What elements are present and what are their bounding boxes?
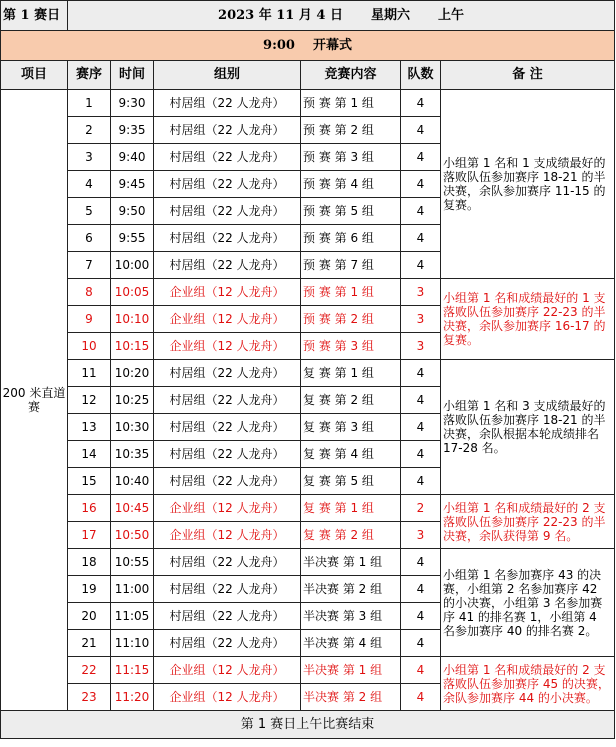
teams-cell: 4 bbox=[401, 468, 441, 495]
teams-cell: 4 bbox=[401, 387, 441, 414]
time-cell: 10:10 bbox=[111, 306, 154, 333]
header-content: 竞赛内容 bbox=[301, 61, 401, 90]
teams-cell: 4 bbox=[401, 360, 441, 387]
group-cell: 村居组（22 人龙舟） bbox=[154, 414, 301, 441]
footer-row bbox=[1, 711, 615, 739]
content-cell: 复 赛 第 1 组 bbox=[301, 495, 401, 522]
seq-cell: 11 bbox=[68, 360, 111, 387]
content-cell: 预 赛 第 1 组 bbox=[301, 279, 401, 306]
group-cell: 村居组（22 人龙舟） bbox=[154, 90, 301, 117]
teams-cell: 4 bbox=[401, 144, 441, 171]
content-cell: 复 赛 第 1 组 bbox=[301, 360, 401, 387]
table-row bbox=[1, 549, 615, 576]
teams-cell: 4 bbox=[401, 90, 441, 117]
group-cell: 村居组（22 人龙舟） bbox=[154, 576, 301, 603]
header-group: 组别 bbox=[154, 61, 301, 90]
content-cell: 复 赛 第 5 组 bbox=[301, 468, 401, 495]
teams-cell: 4 bbox=[401, 630, 441, 657]
time-cell: 9:55 bbox=[111, 225, 154, 252]
note-cell: 小组第 1 名和 3 支成绩最好的落败队伍参加赛序 18-21 的半决赛，余队根据本轮成绩排名 17-28 名。 bbox=[441, 360, 615, 495]
teams-cell: 2 bbox=[401, 495, 441, 522]
group-cell: 企业组（12 人龙舟） bbox=[154, 522, 301, 549]
note-cell: 小组第 1 名参加赛序 43 的决赛，小组第 2 名参加赛序 42 的小决赛，小组第 3 名参加赛序 41 的排名赛 1，小组第 4 名参加赛序 40 的排名赛 2。 bbox=[441, 549, 615, 657]
table-row bbox=[1, 657, 615, 684]
time-cell: 10:05 bbox=[111, 279, 154, 306]
group-cell: 企业组（12 人龙舟） bbox=[154, 306, 301, 333]
group-cell: 村居组（22 人龙舟） bbox=[154, 603, 301, 630]
title-info bbox=[68, 1, 615, 31]
content-cell: 半决赛 第 3 组 bbox=[301, 603, 401, 630]
header-teams: 队数 bbox=[401, 61, 441, 90]
header-event: 项目 bbox=[1, 61, 68, 90]
time-cell: 11:10 bbox=[111, 630, 154, 657]
content-cell: 预 赛 第 3 组 bbox=[301, 144, 401, 171]
time-cell: 10:15 bbox=[111, 333, 154, 360]
weekday-text: 星期六 bbox=[370, 7, 410, 23]
seq-cell: 10 bbox=[68, 333, 111, 360]
time-cell: 11:15 bbox=[111, 657, 154, 684]
seq-cell: 22 bbox=[68, 657, 111, 684]
content-cell: 预 赛 第 5 组 bbox=[301, 198, 401, 225]
time-cell: 10:25 bbox=[111, 387, 154, 414]
teams-cell: 4 bbox=[401, 252, 441, 279]
time-cell: 10:35 bbox=[111, 441, 154, 468]
table-row bbox=[1, 279, 615, 306]
group-cell: 村居组（22 人龙舟） bbox=[154, 117, 301, 144]
content-cell: 预 赛 第 3 组 bbox=[301, 333, 401, 360]
seq-cell: 13 bbox=[68, 414, 111, 441]
note-cell: 小组第 1 名和成绩最好的 1 支落败队伍参加赛序 22-23 的半决赛，余队参加赛序 16-17 的复赛。 bbox=[441, 279, 615, 360]
content-cell: 预 赛 第 2 组 bbox=[301, 117, 401, 144]
content-cell: 预 赛 第 2 组 bbox=[301, 306, 401, 333]
time-cell: 10:45 bbox=[111, 495, 154, 522]
time-cell: 9:35 bbox=[111, 117, 154, 144]
teams-cell: 4 bbox=[401, 414, 441, 441]
content-cell: 复 赛 第 3 组 bbox=[301, 414, 401, 441]
seq-cell: 4 bbox=[68, 171, 111, 198]
seq-cell: 2 bbox=[68, 117, 111, 144]
header-row bbox=[1, 61, 615, 90]
seq-cell: 7 bbox=[68, 252, 111, 279]
footer-text: 第 1 赛日上午比赛结束 bbox=[1, 711, 615, 739]
teams-cell: 4 bbox=[401, 576, 441, 603]
content-cell: 预 赛 第 1 组 bbox=[301, 90, 401, 117]
content-cell: 预 赛 第 7 组 bbox=[301, 252, 401, 279]
teams-cell: 3 bbox=[401, 522, 441, 549]
title-row bbox=[1, 1, 615, 31]
group-cell: 村居组（22 人龙舟） bbox=[154, 171, 301, 198]
group-cell: 企业组（12 人龙舟） bbox=[154, 684, 301, 711]
header-note: 备 注 bbox=[441, 61, 615, 90]
time-cell: 10:40 bbox=[111, 468, 154, 495]
header-time: 时间 bbox=[111, 61, 154, 90]
teams-cell: 4 bbox=[401, 549, 441, 576]
seq-cell: 19 bbox=[68, 576, 111, 603]
group-cell: 村居组（22 人龙舟） bbox=[154, 387, 301, 414]
group-cell: 村居组（22 人龙舟） bbox=[154, 630, 301, 657]
group-cell: 村居组（22 人龙舟） bbox=[154, 225, 301, 252]
seq-cell: 8 bbox=[68, 279, 111, 306]
header-seq: 赛序 bbox=[68, 61, 111, 90]
teams-cell: 4 bbox=[401, 603, 441, 630]
table-row bbox=[1, 495, 615, 522]
seq-cell: 23 bbox=[68, 684, 111, 711]
seq-cell: 15 bbox=[68, 468, 111, 495]
seq-cell: 3 bbox=[68, 144, 111, 171]
note-cell: 小组第 1 名和成绩最好的 2 支落败队伍参加赛序 45 的决赛，余队参加赛序 44 的小决赛。 bbox=[441, 657, 615, 711]
date-text: 2023 年 11 月 4 日 bbox=[218, 7, 343, 23]
teams-cell: 4 bbox=[401, 198, 441, 225]
teams-cell: 3 bbox=[401, 279, 441, 306]
time-cell: 10:30 bbox=[111, 414, 154, 441]
content-cell: 复 赛 第 4 组 bbox=[301, 441, 401, 468]
content-cell: 预 赛 第 4 组 bbox=[301, 171, 401, 198]
group-cell: 村居组（22 人龙舟） bbox=[154, 252, 301, 279]
time-cell: 10:00 bbox=[111, 252, 154, 279]
time-cell: 9:45 bbox=[111, 171, 154, 198]
period-text: 上午 bbox=[438, 7, 465, 23]
time-cell: 10:50 bbox=[111, 522, 154, 549]
seq-cell: 9 bbox=[68, 306, 111, 333]
opening-time: 9:00 bbox=[263, 37, 295, 53]
seq-cell: 14 bbox=[68, 441, 111, 468]
teams-cell: 3 bbox=[401, 333, 441, 360]
content-cell: 半决赛 第 1 组 bbox=[301, 657, 401, 684]
group-cell: 企业组（12 人龙舟） bbox=[154, 333, 301, 360]
seq-cell: 16 bbox=[68, 495, 111, 522]
content-cell: 半决赛 第 4 组 bbox=[301, 630, 401, 657]
group-cell: 企业组（12 人龙舟） bbox=[154, 495, 301, 522]
content-cell: 半决赛 第 2 组 bbox=[301, 684, 401, 711]
content-cell: 半决赛 第 1 组 bbox=[301, 549, 401, 576]
time-cell: 10:55 bbox=[111, 549, 154, 576]
time-cell: 10:20 bbox=[111, 360, 154, 387]
teams-cell: 4 bbox=[401, 225, 441, 252]
seq-cell: 1 bbox=[68, 90, 111, 117]
time-cell: 11:05 bbox=[111, 603, 154, 630]
teams-cell: 4 bbox=[401, 441, 441, 468]
note-cell: 小组第 1 名和成绩最好的 2 支落败队伍参加赛序 22-23 的半决赛，余队获得第 9 名。 bbox=[441, 495, 615, 549]
time-cell: 11:00 bbox=[111, 576, 154, 603]
time-cell: 11:20 bbox=[111, 684, 154, 711]
teams-cell: 4 bbox=[401, 684, 441, 711]
teams-cell: 4 bbox=[401, 171, 441, 198]
group-cell: 企业组（12 人龙舟） bbox=[154, 279, 301, 306]
seq-cell: 18 bbox=[68, 549, 111, 576]
table-row bbox=[1, 360, 615, 387]
day-label: 第 1 赛日 bbox=[1, 1, 68, 31]
group-cell: 企业组（12 人龙舟） bbox=[154, 657, 301, 684]
group-cell: 村居组（22 人龙舟） bbox=[154, 468, 301, 495]
table-row bbox=[1, 90, 615, 117]
seq-cell: 12 bbox=[68, 387, 111, 414]
opening-label: 开幕式 bbox=[312, 37, 352, 53]
seq-cell: 21 bbox=[68, 630, 111, 657]
event-name: 200 米直道赛 bbox=[1, 90, 68, 711]
teams-cell: 4 bbox=[401, 657, 441, 684]
time-cell: 9:30 bbox=[111, 90, 154, 117]
group-cell: 村居组（22 人龙舟） bbox=[154, 144, 301, 171]
group-cell: 村居组（22 人龙舟） bbox=[154, 549, 301, 576]
content-cell: 复 赛 第 2 组 bbox=[301, 387, 401, 414]
opening-row bbox=[1, 31, 615, 61]
content-cell: 半决赛 第 2 组 bbox=[301, 576, 401, 603]
teams-cell: 3 bbox=[401, 306, 441, 333]
seq-cell: 5 bbox=[68, 198, 111, 225]
seq-cell: 20 bbox=[68, 603, 111, 630]
group-cell: 村居组（22 人龙舟） bbox=[154, 198, 301, 225]
group-cell: 村居组（22 人龙舟） bbox=[154, 441, 301, 468]
content-cell: 预 赛 第 6 组 bbox=[301, 225, 401, 252]
time-cell: 9:50 bbox=[111, 198, 154, 225]
seq-cell: 17 bbox=[68, 522, 111, 549]
teams-cell: 4 bbox=[401, 117, 441, 144]
note-cell: 小组第 1 名和 1 支成绩最好的落败队伍参加赛序 18-21 的半决赛，余队参加赛序 11-15 的复赛。 bbox=[441, 90, 615, 279]
seq-cell: 6 bbox=[68, 225, 111, 252]
group-cell: 村居组（22 人龙舟） bbox=[154, 360, 301, 387]
time-cell: 9:40 bbox=[111, 144, 154, 171]
content-cell: 复 赛 第 2 组 bbox=[301, 522, 401, 549]
